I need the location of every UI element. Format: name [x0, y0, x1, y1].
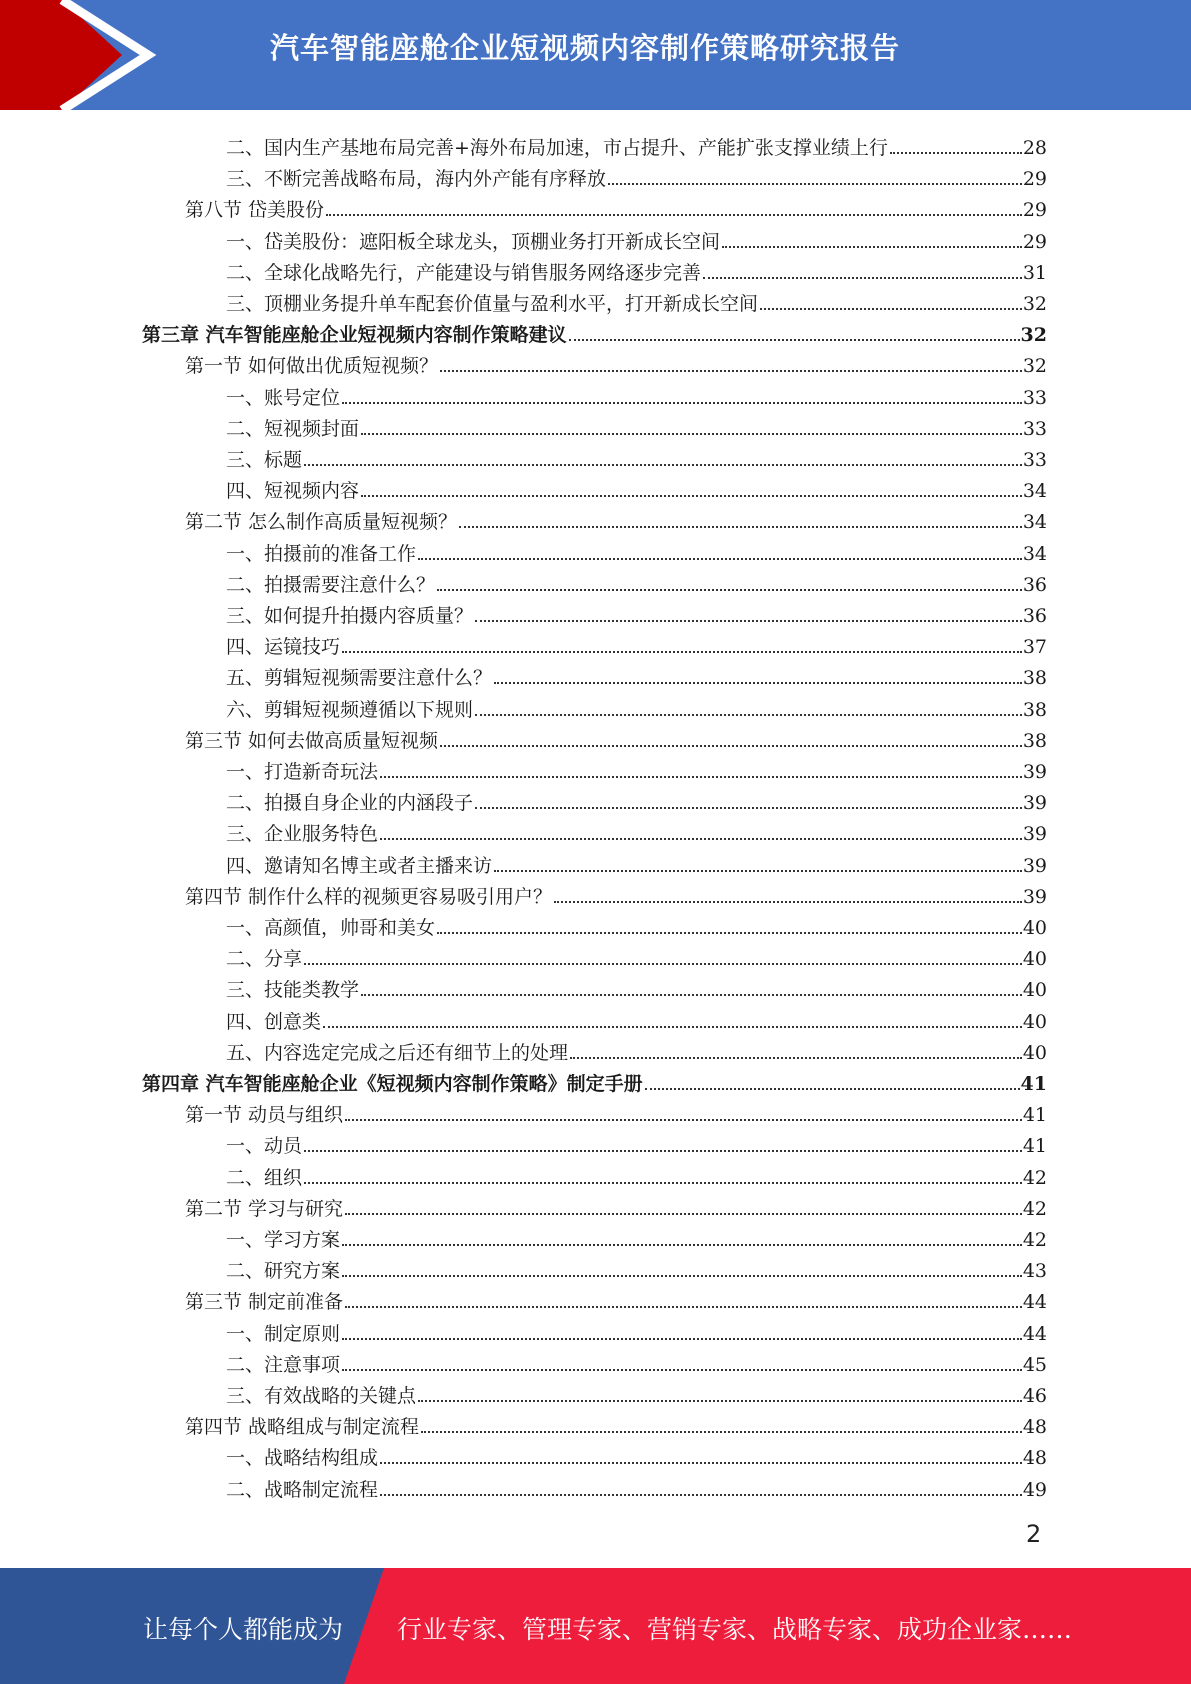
toc-entry-title: 一、制定原则: [226, 1322, 341, 1345]
toc-dot-leader: [437, 589, 1022, 591]
toc-page-number: 36: [1022, 573, 1047, 596]
toc-subsection-entry[interactable]: [226, 908, 1047, 939]
toc-page-number: 38: [1022, 729, 1047, 752]
toc-page-number: 41: [1022, 1135, 1047, 1158]
toc-entry-title: 二、国内生产基地布局完善+海外布局加速，市占提升、产能扩张支撑业绩上行: [226, 137, 888, 159]
toc-chapter-entry[interactable]: [142, 315, 1047, 346]
toc-subsection-entry[interactable]: [226, 378, 1047, 409]
toc-entry-title: 一、战略结构组成: [226, 1447, 379, 1470]
toc-dot-leader: [440, 370, 1022, 372]
toc-subsection-entry[interactable]: [226, 1002, 1047, 1033]
page-header: [0, 0, 1191, 110]
toc-entry-title: 一、高颜值，帅哥和美女: [226, 917, 436, 939]
toc-page-number: 38: [1022, 698, 1047, 721]
toc-dot-leader: [380, 1494, 1022, 1496]
toc-entry-title: 第一节 动员与组织: [185, 1104, 344, 1127]
toc-subsection-entry[interactable]: [226, 471, 1047, 502]
toc-entry-title: 五、剪辑短视频需要注意什么？: [226, 667, 493, 690]
toc-subsection-entry[interactable]: [226, 658, 1047, 689]
toc-page-number: 39: [1022, 792, 1047, 815]
toc-dot-leader: [304, 963, 1022, 965]
toc-page-number: 45: [1022, 1353, 1047, 1376]
toc-subsection-entry[interactable]: [226, 783, 1047, 814]
toc-dot-leader: [475, 807, 1022, 809]
toc-section-entry[interactable]: [185, 1095, 1047, 1126]
toc-entry-title: 一、动员: [226, 1135, 303, 1158]
toc-page-number: 29: [1022, 230, 1047, 253]
toc-page-number: 32: [1020, 324, 1047, 347]
toc-dot-leader: [361, 433, 1022, 435]
toc-entry-title: 二、拍摄需要注意什么？: [226, 573, 436, 596]
toc-entry-title: 三、不断完善战略布局，海内外产能有序释放: [226, 168, 607, 191]
toc-subsection-entry[interactable]: [226, 1438, 1047, 1469]
toc-page-number: 40: [1022, 917, 1047, 939]
toc-page-number: 39: [1022, 761, 1047, 783]
toc-entry-title: 一、打造新奇玩法: [226, 761, 379, 783]
toc-page-number: 33: [1022, 449, 1047, 471]
toc-entry-title: 一、拍摄前的准备工作: [226, 542, 417, 565]
toc-entry-title: 二、组织: [226, 1166, 303, 1189]
toc-subsection-entry[interactable]: [226, 1158, 1047, 1189]
toc-dot-leader: [608, 183, 1022, 185]
toc-section-entry[interactable]: [185, 721, 1047, 752]
toc-entry-title: 一、账号定位: [226, 386, 341, 409]
toc-entry-title: 五、内容选定完成之后还有细节上的处理: [226, 1041, 569, 1064]
toc-subsection-entry[interactable]: [226, 253, 1047, 284]
toc-page-number: 44: [1022, 1291, 1047, 1314]
toc-page-number: 40: [1022, 948, 1047, 971]
toc-entry-title: 四、创意类: [226, 1010, 322, 1033]
toc-entry-title: 三、标题: [226, 449, 303, 471]
toc-dot-leader: [342, 1338, 1022, 1340]
toc-page-number: 36: [1022, 605, 1047, 627]
toc-section-entry[interactable]: [185, 1282, 1047, 1313]
toc-page-number: 34: [1022, 511, 1047, 534]
toc-dot-leader: [342, 1275, 1022, 1277]
toc-subsection-entry[interactable]: [226, 128, 1047, 159]
toc-subsection-entry[interactable]: [226, 1033, 1047, 1064]
toc-subsection-entry[interactable]: [226, 1470, 1047, 1501]
toc-dot-leader: [760, 308, 1022, 310]
toc-subsection-entry[interactable]: [226, 1314, 1047, 1345]
toc-dot-leader: [304, 1182, 1022, 1184]
toc-page-number: 42: [1022, 1229, 1047, 1251]
toc-dot-leader: [418, 1400, 1022, 1402]
toc-entry-title: 第四节 制作什么样的视频更容易吸引用户？: [185, 885, 553, 908]
toc-page-number: 48: [1022, 1416, 1047, 1439]
toc-chapter-entry[interactable]: [142, 1064, 1047, 1095]
toc-dot-leader: [380, 1462, 1022, 1464]
toc-subsection-entry[interactable]: [226, 159, 1047, 190]
toc-subsection-entry[interactable]: [226, 627, 1047, 658]
toc-entry-title: 三、企业服务特色: [226, 823, 379, 846]
toc-dot-leader: [722, 246, 1022, 248]
toc-dot-leader: [342, 1369, 1022, 1371]
toc-page-number: 28: [1022, 137, 1047, 159]
toc-dot-leader: [890, 152, 1022, 154]
toc-page-number: 40: [1022, 1010, 1047, 1033]
toc-dot-leader: [459, 526, 1022, 528]
toc-dot-leader: [475, 620, 1022, 622]
toc-entry-title: 二、短视频封面: [226, 417, 360, 440]
toc-entry-title: 一、岱美股份：遮阳板全球龙头，顶棚业务打开新成长空间: [226, 230, 721, 253]
footer-slogan-right: 行业专家、管理专家、营销专家、战略专家、成功企业家……: [397, 1615, 1073, 1644]
toc-subsection-entry[interactable]: [226, 814, 1047, 845]
footer-slogan-left: 让每个人都能成为: [143, 1615, 344, 1644]
toc-entry-title: 第四章 汽车智能座舱企业《短视频内容制作策略》制定手册: [142, 1073, 643, 1095]
toc-entry-title: 第三节 如何去做高质量短视频: [185, 729, 439, 752]
toc-entry-title: 第三章 汽车智能座舱企业短视频内容制作策略建议: [142, 324, 567, 347]
toc-page-number: 41: [1020, 1073, 1047, 1095]
toc-entry-title: 四、运镜技巧: [226, 636, 341, 659]
toc-dot-leader: [554, 901, 1022, 903]
toc-page-number: 29: [1022, 199, 1047, 222]
toc-page-number: 39: [1022, 823, 1047, 846]
toc-page-number: 34: [1022, 542, 1047, 565]
toc-dot-leader: [304, 1150, 1022, 1152]
toc-entry-title: 三、顶棚业务提升单车配套价值量与盈利水平，打开新成长空间: [226, 293, 759, 315]
toc-dot-leader: [380, 776, 1022, 778]
toc-dot-leader: [570, 1057, 1022, 1059]
toc-entry-title: 第二节 学习与研究: [185, 1197, 344, 1220]
toc-subsection-entry[interactable]: [226, 939, 1047, 970]
toc-subsection-entry[interactable]: [226, 534, 1047, 565]
toc-page-number: 40: [1022, 979, 1047, 1002]
toc-page-number: 33: [1022, 386, 1047, 409]
toc-dot-leader: [304, 464, 1022, 466]
toc-dot-leader: [418, 558, 1022, 560]
toc-entry-title: 第二节 怎么制作高质量短视频？: [185, 511, 458, 534]
toc-section-entry[interactable]: [185, 1407, 1047, 1438]
toc-entry-title: 四、邀请知名博主或者主播来访: [226, 854, 493, 877]
toc-dot-leader: [475, 714, 1022, 716]
toc-page-number: 32: [1022, 355, 1047, 378]
toc-entry-title: 二、拍摄自身企业的内涵段子: [226, 792, 474, 815]
toc-subsection-entry[interactable]: [226, 596, 1047, 627]
toc-dot-leader: [645, 1088, 1020, 1090]
toc-dot-leader: [342, 651, 1022, 653]
toc-section-entry[interactable]: [185, 1189, 1047, 1220]
toc-page-number: 40: [1022, 1041, 1047, 1064]
toc-subsection-entry[interactable]: [226, 565, 1047, 596]
toc-entry-title: 四、短视频内容: [226, 480, 360, 503]
report-title: 汽车智能座舱企业短视频内容制作策略研究报告: [270, 31, 901, 65]
toc-entry-title: 二、研究方案: [226, 1260, 341, 1283]
toc-subsection-entry[interactable]: [226, 1345, 1047, 1376]
toc-subsection-entry[interactable]: [226, 752, 1047, 783]
toc-page-number: 42: [1022, 1166, 1047, 1189]
toc-subsection-entry[interactable]: [226, 1251, 1047, 1282]
toc-subsection-entry[interactable]: [226, 1220, 1047, 1251]
page-number: 2: [1026, 1520, 1042, 1548]
toc-section-entry[interactable]: [185, 502, 1047, 533]
toc-dot-leader: [345, 1119, 1022, 1121]
toc-page-number: 29: [1022, 168, 1047, 191]
toc-page-number: 46: [1022, 1385, 1047, 1407]
toc-entry-title: 第八节 岱美股份: [185, 199, 325, 222]
page-footer: [0, 1568, 1191, 1684]
toc-dot-leader: [380, 838, 1022, 840]
toc-dot-leader: [440, 745, 1022, 747]
toc-dot-leader: [437, 932, 1022, 934]
toc-dot-leader: [361, 495, 1022, 497]
toc-entry-title: 三、技能类教学: [226, 979, 360, 1002]
toc-section-entry[interactable]: [185, 877, 1047, 908]
toc-subsection-entry[interactable]: [226, 970, 1047, 1001]
toc-subsection-entry[interactable]: [226, 1376, 1047, 1407]
toc-dot-leader: [345, 1213, 1022, 1215]
toc-entry-title: 二、注意事项: [226, 1353, 341, 1376]
toc-entry-title: 二、全球化战略先行，产能建设与销售服务网络逐步完善: [226, 261, 702, 284]
toc-dot-leader: [421, 1431, 1022, 1433]
toc-section-entry[interactable]: [185, 190, 1047, 221]
toc-subsection-entry[interactable]: [226, 690, 1047, 721]
toc-subsection-entry[interactable]: [226, 222, 1047, 253]
toc-dot-leader: [323, 1026, 1022, 1028]
toc-page-number: 49: [1022, 1478, 1047, 1501]
toc-entry-title: 二、分享: [226, 948, 303, 971]
toc-page-number: 38: [1022, 667, 1047, 690]
toc-page-number: 48: [1022, 1447, 1047, 1470]
toc-page-number: 41: [1022, 1104, 1047, 1127]
toc-page-number: 42: [1022, 1197, 1047, 1220]
toc-page-number: 43: [1022, 1260, 1047, 1283]
toc-entry-title: 三、有效战略的关键点: [226, 1385, 417, 1407]
toc-page-number: 33: [1022, 417, 1047, 440]
toc-entry-title: 第一节 如何做出优质短视频？: [185, 355, 439, 378]
toc-subsection-entry[interactable]: [226, 846, 1047, 877]
toc-page-number: 34: [1022, 480, 1047, 503]
toc-page-number: 31: [1022, 261, 1047, 284]
toc-entry-title: 三、如何提升拍摄内容质量？: [226, 605, 474, 627]
toc-entry-title: 六、剪辑短视频遵循以下规则: [226, 698, 474, 721]
toc-entry-title: 二、战略制定流程: [226, 1478, 379, 1501]
toc-dot-leader: [494, 682, 1022, 684]
toc-subsection-entry[interactable]: [226, 440, 1047, 471]
toc-dot-leader: [703, 277, 1022, 279]
toc-subsection-entry[interactable]: [226, 284, 1047, 315]
toc-dot-leader: [569, 339, 1020, 341]
toc-entry-title: 一、学习方案: [226, 1229, 341, 1251]
toc-entry-title: 第三节 制定前准备: [185, 1291, 344, 1314]
toc-dot-leader: [494, 870, 1022, 872]
toc-page-number: 39: [1022, 885, 1047, 908]
toc-page-number: 44: [1022, 1322, 1047, 1345]
toc-dot-leader: [326, 214, 1022, 216]
toc-section-entry[interactable]: [185, 346, 1047, 377]
toc-dot-leader: [342, 402, 1022, 404]
toc-page-number: 37: [1022, 636, 1047, 659]
toc-dot-leader: [342, 1244, 1022, 1246]
toc-dot-leader: [345, 1306, 1022, 1308]
toc-page-number: 32: [1022, 293, 1047, 315]
toc-entry-title: 第四节 战略组成与制定流程: [185, 1416, 420, 1439]
toc-subsection-entry[interactable]: [226, 1126, 1047, 1157]
toc-subsection-entry[interactable]: [226, 409, 1047, 440]
toc-dot-leader: [361, 994, 1022, 996]
toc-page-number: 39: [1022, 854, 1047, 877]
